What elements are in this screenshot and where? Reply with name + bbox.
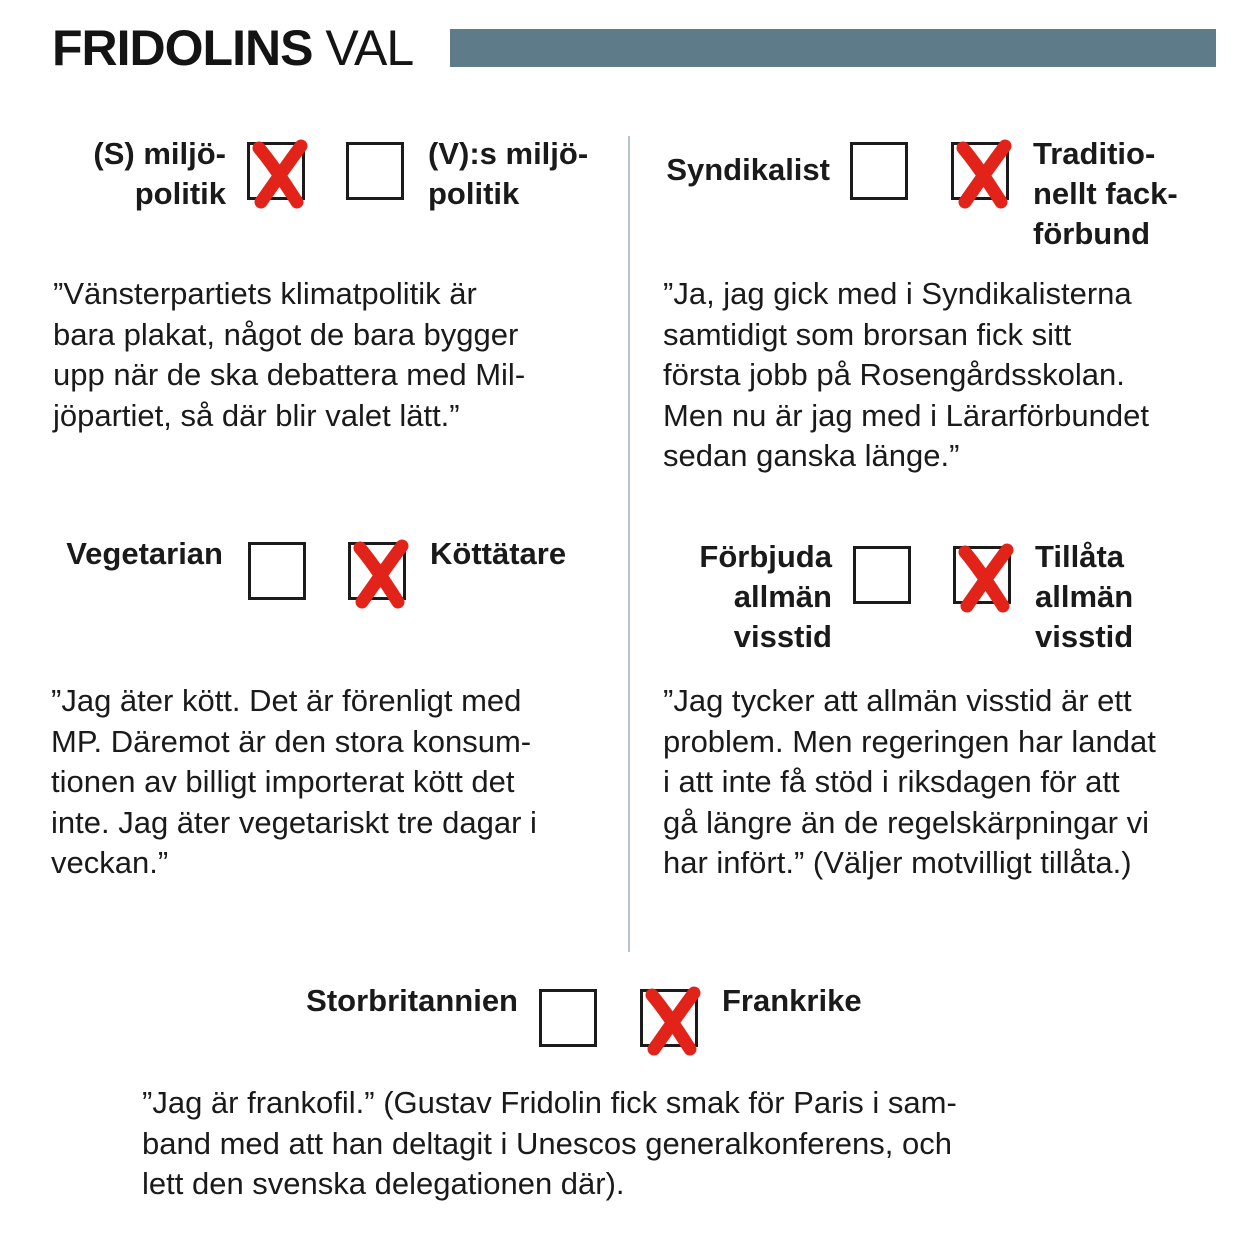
checkbox-forbjuda-visstid[interactable]	[853, 546, 911, 604]
checkbox-kottatare[interactable]	[348, 542, 406, 600]
option-storbritannien-label: Storbritannien	[306, 983, 518, 1018]
header-bar	[450, 29, 1216, 67]
quote-visstid: ”Jag tycker att allmän visstid är ett problem. Men regeringen har landat i att inte få stöd i riksdagen för att gå längre än de regelskärpningar vi har infört.” (Väljer motvilligt tillåta.)	[663, 683, 1156, 880]
option-forbjuda-visstid-label: Förbjuda allmän visstid	[699, 539, 832, 654]
quote-kott: ”Jag äter kött. Det är förenligt med MP. Däremot är den stora konsum- tionen av billigt importerat kött det inte. Jag äter vegetariskt tre dagar i veckan.”	[51, 683, 537, 880]
option-syndikalist-label: Syndikalist	[666, 152, 830, 187]
column-divider	[628, 136, 630, 952]
cross-mark-icon	[638, 985, 708, 1057]
checkbox-storbritannien[interactable]	[539, 989, 597, 1047]
checkbox-frankrike[interactable]	[640, 989, 698, 1047]
option-traditionellt-fackforbund-label: Traditio- nellt fack- förbund	[1033, 136, 1178, 251]
option-v-miljopolitik-label: (V):s miljö- politik	[428, 136, 589, 211]
checkbox-tillata-visstid[interactable]	[953, 546, 1011, 604]
option-kottatare-label: Köttätare	[430, 536, 567, 571]
option-frankrike-label: Frankrike	[722, 983, 862, 1018]
checkbox-syndikalist[interactable]	[850, 142, 908, 200]
quote-frankrike: ”Jag är frankofil.” (Gustav Fridolin fick smak för Paris i sam- band med att han deltagit i Unescos generalkonferens, och lett den svenska delegationen där).	[142, 1085, 957, 1201]
quote-fackforbund: ”Ja, jag gick med i Syndikalisterna samtidigt som brorsan fick sitt första jobb på Rosengårdsskolan. Men nu är jag med i Lärarförbundet sedan ganska länge.”	[663, 276, 1149, 473]
title-bold: FRIDOLINS	[52, 20, 313, 76]
quote-miljopolitik: ”Vänsterpartiets klimatpolitik är bara plakat, något de bara bygger upp när de ska debattera med Mil- jöpartiet, så där blir valet lätt.”	[53, 276, 526, 433]
checkbox-v-miljopolitik[interactable]	[346, 142, 404, 200]
checkbox-s-miljopolitik[interactable]	[247, 142, 305, 200]
option-s-miljopolitik-label: (S) miljö- politik	[93, 136, 226, 211]
checkbox-vegetarian[interactable]	[248, 542, 306, 600]
option-vegetarian-label: Vegetarian	[66, 536, 223, 571]
cross-mark-icon	[245, 138, 315, 210]
cross-mark-icon	[951, 542, 1021, 614]
title-light: VAL	[325, 20, 414, 76]
cross-mark-icon	[949, 138, 1019, 210]
page-title	[52, 18, 413, 78]
option-tillata-visstid-label: Tillåta allmän visstid	[1035, 539, 1134, 654]
cross-mark-icon	[346, 538, 416, 610]
checkbox-traditionellt-fackforbund[interactable]	[951, 142, 1009, 200]
